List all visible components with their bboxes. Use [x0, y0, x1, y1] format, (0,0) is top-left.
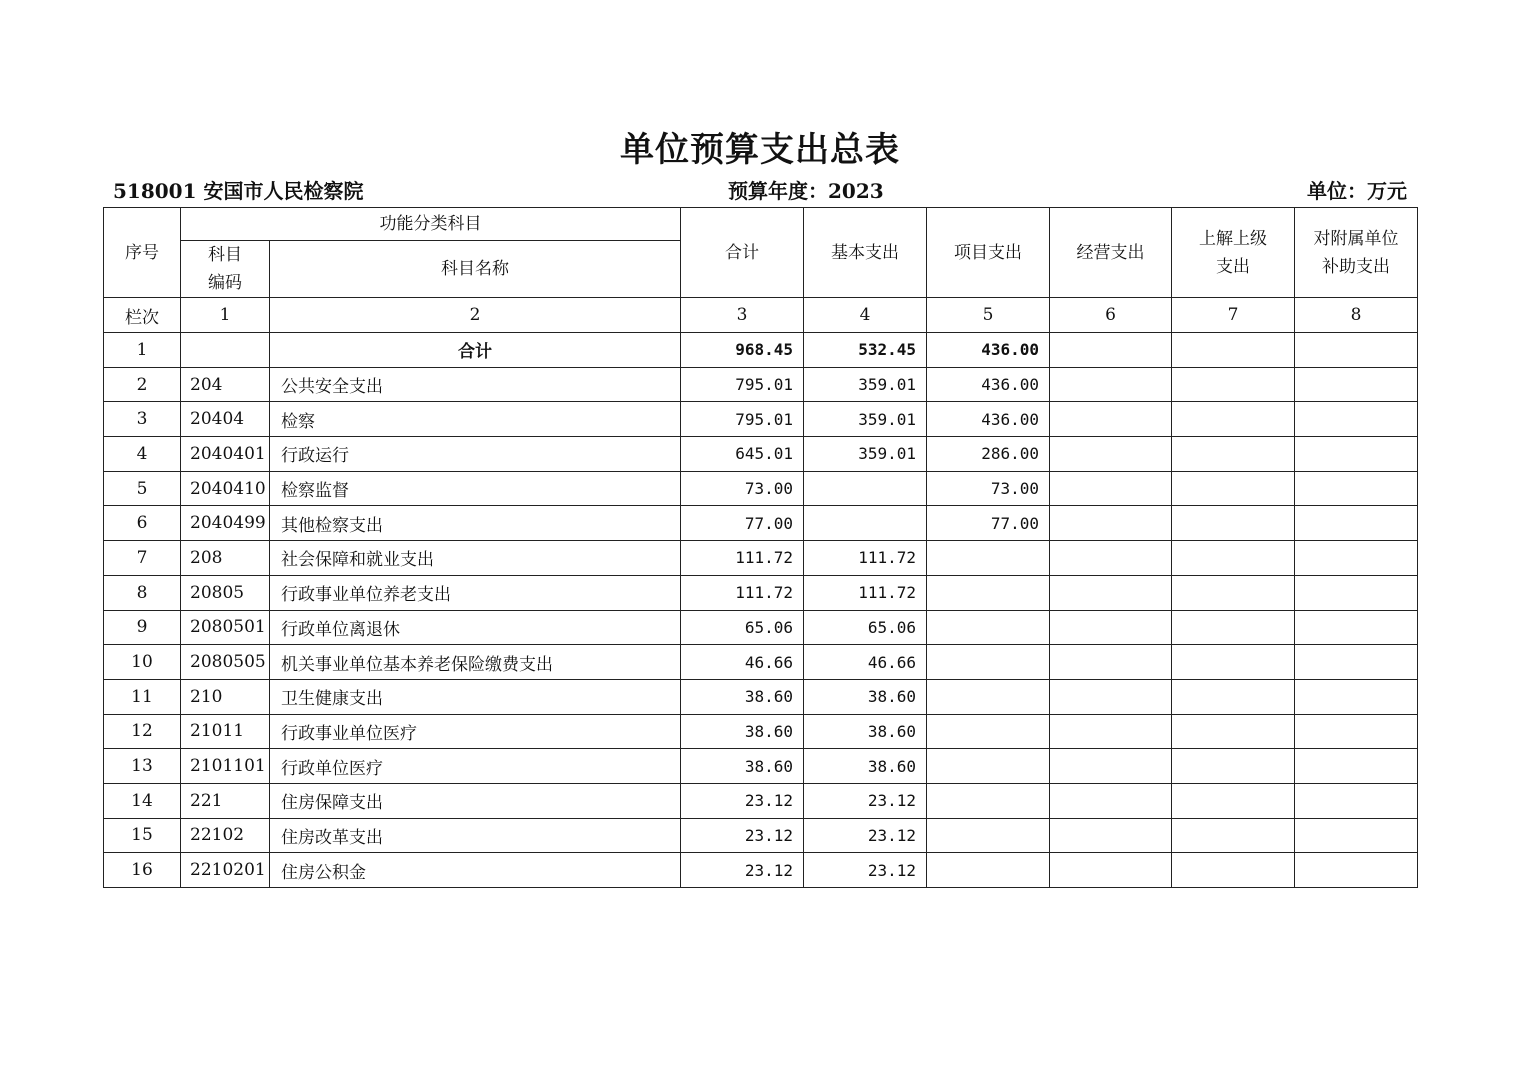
cell-seq: 4	[104, 437, 181, 472]
cell-seq: 8	[104, 575, 181, 610]
table-row	[104, 367, 1418, 402]
cell-code: 2210201	[181, 853, 270, 888]
cell-operating	[1050, 437, 1172, 472]
cell-operating	[1050, 714, 1172, 749]
cell-upper	[1172, 575, 1295, 610]
cell-name: 行政单位医疗	[270, 749, 681, 784]
cell-upper	[1172, 402, 1295, 437]
cell-code: 204	[181, 367, 270, 402]
cell-basic: 46.66	[804, 645, 927, 680]
cell-total: 65.06	[681, 610, 804, 645]
column-index-cell: 4	[804, 298, 927, 333]
cell-operating	[1050, 367, 1172, 402]
header-total: 合计	[681, 208, 804, 298]
table-header	[104, 208, 1418, 333]
cell-code: 208	[181, 541, 270, 576]
table-row	[104, 783, 1418, 818]
cell-name: 机关事业单位基本养老保险缴费支出	[270, 645, 681, 680]
cell-basic: 359.01	[804, 402, 927, 437]
cell-total: 795.01	[681, 367, 804, 402]
cell-code: 20404	[181, 402, 270, 437]
cell-project	[927, 645, 1050, 680]
column-index-cell: 7	[1172, 298, 1295, 333]
cell-code: 2040410	[181, 471, 270, 506]
table-row	[104, 679, 1418, 714]
cell-basic: 359.01	[804, 437, 927, 472]
cell-operating	[1050, 818, 1172, 853]
table-row	[104, 541, 1418, 576]
cell-total: 73.00	[681, 471, 804, 506]
cell-total: 111.72	[681, 575, 804, 610]
cell-subsidy	[1295, 402, 1418, 437]
table-total-row	[104, 333, 1418, 368]
table-row	[104, 818, 1418, 853]
cell-upper	[1172, 818, 1295, 853]
cell-basic: 38.60	[804, 749, 927, 784]
header-code-line1: 科目	[208, 245, 242, 265]
cell-seq: 3	[104, 402, 181, 437]
header-code	[181, 241, 270, 298]
cell-project	[927, 818, 1050, 853]
cell-operating	[1050, 783, 1172, 818]
cell-basic: 23.12	[804, 783, 927, 818]
column-index-cell: 2	[270, 298, 681, 333]
cell-subsidy	[1295, 818, 1418, 853]
cell-project: 77.00	[927, 506, 1050, 541]
cell-project: 286.00	[927, 437, 1050, 472]
column-index-cell: 6	[1050, 298, 1172, 333]
cell-upper	[1172, 853, 1295, 888]
cell-name: 社会保障和就业支出	[270, 541, 681, 576]
cell-code: 20805	[181, 575, 270, 610]
cell-seq: 9	[104, 610, 181, 645]
cell-subsidy	[1295, 749, 1418, 784]
cell-code	[181, 333, 270, 368]
cell-upper	[1172, 749, 1295, 784]
header-functional-group: 功能分类科目	[181, 208, 681, 241]
cell-name: 住房改革支出	[270, 818, 681, 853]
cell-name: 住房保障支出	[270, 783, 681, 818]
cell-basic: 532.45	[804, 333, 927, 368]
page-title: 单位预算支出总表	[620, 130, 900, 170]
cell-basic	[804, 506, 927, 541]
cell-subsidy	[1295, 610, 1418, 645]
cell-subsidy	[1295, 853, 1418, 888]
header-subsidy	[1295, 208, 1418, 298]
cell-seq: 13	[104, 749, 181, 784]
cell-seq: 12	[104, 714, 181, 749]
column-index-cell: 3	[681, 298, 804, 333]
cell-total: 38.60	[681, 679, 804, 714]
table-row	[104, 437, 1418, 472]
header-upper-line1: 上解上级	[1199, 228, 1267, 249]
cell-seq: 11	[104, 679, 181, 714]
cell-subsidy	[1295, 333, 1418, 368]
cell-subsidy	[1295, 541, 1418, 576]
cell-total: 111.72	[681, 541, 804, 576]
cell-upper	[1172, 437, 1295, 472]
column-index-cell: 1	[181, 298, 270, 333]
cell-code: 210	[181, 679, 270, 714]
cell-total: 795.01	[681, 402, 804, 437]
cell-basic: 111.72	[804, 575, 927, 610]
table-row	[104, 610, 1418, 645]
cell-operating	[1050, 575, 1172, 610]
header-subsidy-line2: 补助支出	[1322, 256, 1390, 277]
cell-code: 2040499	[181, 506, 270, 541]
cell-name: 行政运行	[270, 437, 681, 472]
table-row	[104, 714, 1418, 749]
cell-operating	[1050, 610, 1172, 645]
cell-total: 645.01	[681, 437, 804, 472]
cell-subsidy	[1295, 575, 1418, 610]
cell-operating	[1050, 506, 1172, 541]
cell-project	[927, 853, 1050, 888]
cell-code: 22102	[181, 818, 270, 853]
cell-basic: 23.12	[804, 818, 927, 853]
cell-seq: 16	[104, 853, 181, 888]
cell-operating	[1050, 853, 1172, 888]
column-index-row	[104, 298, 1418, 333]
cell-total: 23.12	[681, 818, 804, 853]
cell-total: 77.00	[681, 506, 804, 541]
header-code-line2: 编码	[208, 273, 242, 293]
cell-basic: 359.01	[804, 367, 927, 402]
cell-upper	[1172, 645, 1295, 680]
cell-subsidy	[1295, 783, 1418, 818]
cell-project	[927, 679, 1050, 714]
cell-operating	[1050, 402, 1172, 437]
cell-operating	[1050, 749, 1172, 784]
cell-upper	[1172, 367, 1295, 402]
cell-basic: 111.72	[804, 541, 927, 576]
cell-upper	[1172, 506, 1295, 541]
cell-total: 38.60	[681, 714, 804, 749]
cell-total: 968.45	[681, 333, 804, 368]
cell-total: 38.60	[681, 749, 804, 784]
currency-unit: 单位：万元	[1307, 179, 1407, 203]
cell-name: 行政事业单位养老支出	[270, 575, 681, 610]
budget-year: 预算年度：2023	[728, 179, 884, 203]
cell-project	[927, 610, 1050, 645]
cell-code: 2101101	[181, 749, 270, 784]
cell-project: 436.00	[927, 367, 1050, 402]
cell-name: 公共安全支出	[270, 367, 681, 402]
header-upper-line2: 支出	[1216, 256, 1250, 277]
cell-code: 2080505	[181, 645, 270, 680]
table-row	[104, 645, 1418, 680]
cell-subsidy	[1295, 645, 1418, 680]
table-row	[104, 471, 1418, 506]
cell-subsidy	[1295, 679, 1418, 714]
cell-subsidy	[1295, 471, 1418, 506]
cell-total: 46.66	[681, 645, 804, 680]
cell-seq: 1	[104, 333, 181, 368]
cell-name: 其他检察支出	[270, 506, 681, 541]
cell-basic: 23.12	[804, 853, 927, 888]
table-row	[104, 575, 1418, 610]
cell-seq: 2	[104, 367, 181, 402]
header-basic: 基本支出	[804, 208, 927, 298]
cell-seq: 5	[104, 471, 181, 506]
cell-project	[927, 714, 1050, 749]
cell-seq: 6	[104, 506, 181, 541]
cell-project: 73.00	[927, 471, 1050, 506]
cell-code: 2040401	[181, 437, 270, 472]
cell-operating	[1050, 645, 1172, 680]
cell-seq: 7	[104, 541, 181, 576]
cell-project	[927, 541, 1050, 576]
column-index-cell: 8	[1295, 298, 1418, 333]
cell-basic: 38.60	[804, 679, 927, 714]
cell-total: 23.12	[681, 853, 804, 888]
header-name: 科目名称	[270, 241, 681, 298]
cell-seq: 15	[104, 818, 181, 853]
cell-upper	[1172, 333, 1295, 368]
cell-subsidy	[1295, 367, 1418, 402]
header-seq: 序号	[104, 208, 181, 298]
cell-basic	[804, 471, 927, 506]
cell-code: 2080501	[181, 610, 270, 645]
cell-project: 436.00	[927, 333, 1050, 368]
table-row	[104, 506, 1418, 541]
cell-name: 行政事业单位医疗	[270, 714, 681, 749]
column-index-label: 栏次	[104, 298, 181, 333]
cell-subsidy	[1295, 506, 1418, 541]
header-operating: 经营支出	[1050, 208, 1172, 298]
cell-operating	[1050, 679, 1172, 714]
cell-operating	[1050, 471, 1172, 506]
cell-project: 436.00	[927, 402, 1050, 437]
cell-name: 检察	[270, 402, 681, 437]
header-project: 项目支出	[927, 208, 1050, 298]
cell-name: 检察监督	[270, 471, 681, 506]
cell-name: 合计	[270, 333, 681, 368]
cell-basic: 38.60	[804, 714, 927, 749]
table-row	[104, 402, 1418, 437]
cell-upper	[1172, 541, 1295, 576]
cell-upper	[1172, 783, 1295, 818]
cell-project	[927, 749, 1050, 784]
cell-upper	[1172, 714, 1295, 749]
column-index-cell: 5	[927, 298, 1050, 333]
table-body	[104, 333, 1418, 888]
header-subsidy-line1: 对附属单位	[1313, 228, 1399, 249]
cell-subsidy	[1295, 714, 1418, 749]
cell-seq: 14	[104, 783, 181, 818]
cell-total: 23.12	[681, 783, 804, 818]
table-row	[104, 749, 1418, 784]
unit-name: 518001 安国市人民检察院	[113, 179, 364, 203]
cell-subsidy	[1295, 437, 1418, 472]
budget-expenditure-table	[103, 207, 1418, 888]
cell-upper	[1172, 679, 1295, 714]
cell-operating	[1050, 541, 1172, 576]
cell-operating	[1050, 333, 1172, 368]
cell-upper	[1172, 471, 1295, 506]
cell-name: 行政单位离退休	[270, 610, 681, 645]
cell-upper	[1172, 610, 1295, 645]
cell-seq: 10	[104, 645, 181, 680]
cell-code: 221	[181, 783, 270, 818]
table-row	[104, 853, 1418, 888]
cell-project	[927, 783, 1050, 818]
cell-code: 21011	[181, 714, 270, 749]
header-upper-remit	[1172, 208, 1295, 298]
cell-name: 住房公积金	[270, 853, 681, 888]
cell-name: 卫生健康支出	[270, 679, 681, 714]
cell-project	[927, 575, 1050, 610]
cell-basic: 65.06	[804, 610, 927, 645]
